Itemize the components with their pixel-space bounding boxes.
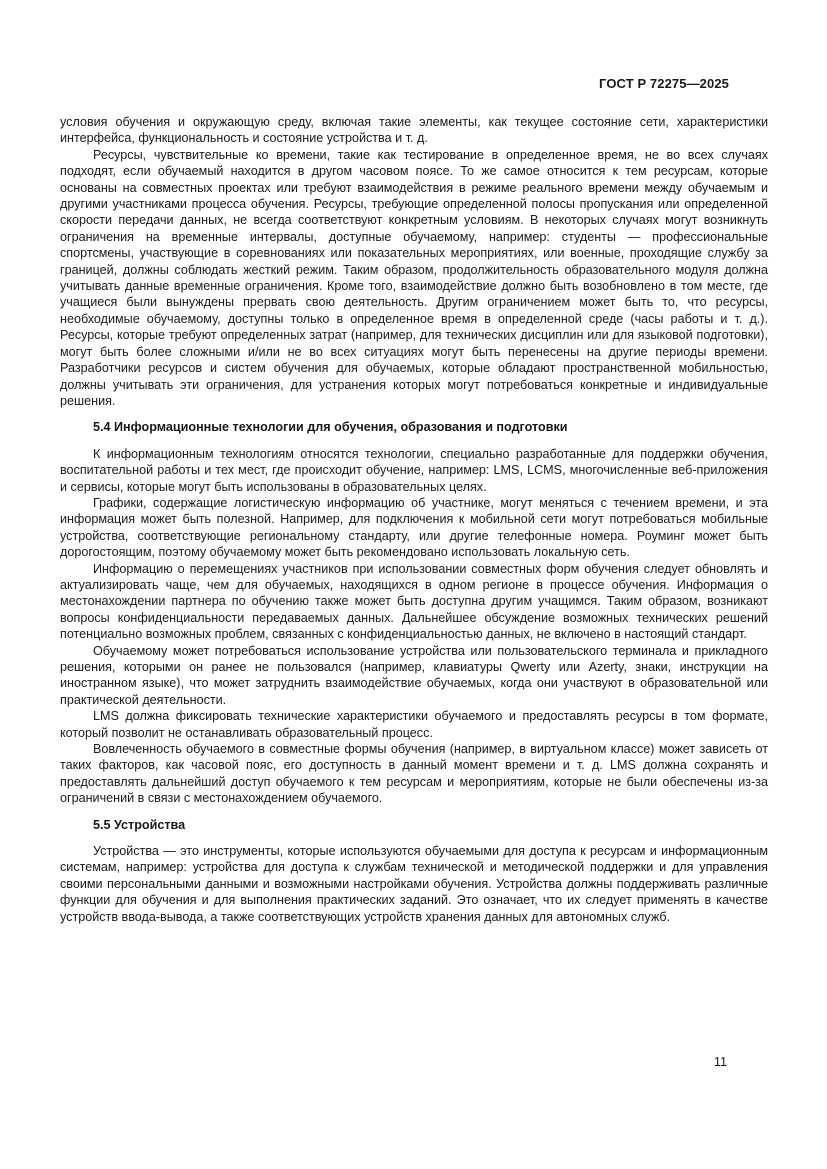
paragraph-5-4-2: Графики, содержащие логистическую информацию об участнике, могут меняться с течением времени, и эта информация может быть полезной. Например, для подключения к мобильной сети могут потребоваться мобильные устройства, соответствующие региональному стандарту, или другие телефонные номера. Роуминг может быть дорогостоящим, поэтому обучаемому может быть рекомендовано использовать локальную сеть. — [60, 495, 768, 560]
section-heading-5-5: 5.5 Устройства — [93, 817, 186, 832]
paragraph-intro-continuation: условия обучения и окружающую среду, включая такие элементы, как текущее состояние сети, характеристики интерфейса, функциональность и состояние устройства и т. д. — [60, 115, 768, 146]
paragraph-5-4-3: Информацию о перемещениях участников при использовании совместных форм обучения следует обновлять и актуализировать чаще, чем для обучаемых, находящихся в одном регионе в процессе обучения. Информация о местонахождении партнера по обучению также может быть доступна другим учащимся. Таким образом, возникают вопросы конфиденциальности передаваемых данных. Дальнейшее обсуждение возможных технических решений потенциально возможных проблем, связанных с конфиденциальностью данных, не включено в настоящий стандарт. — [60, 561, 768, 642]
paragraph-5-4-6: Вовлеченность обучаемого в совместные формы обучения (например, в виртуальном классе) может зависеть от таких факторов, как часовой пояс, его доступность в данный момент времени и т. д. LMS должна сохранять и предоставлять дальнейший доступ обучаемого к тем ресурсам и мероприятиям, которые не были обеспечены из-за ограничений в связи с местонахождением обучаемого. — [60, 742, 768, 806]
document-body — [60, 114, 768, 925]
paragraph-5-5-1: Устройства — это инструменты, которые используются обучаемыми для доступа к ресурсам и информационным системам, например: устройства для доступа к службам технической и методической поддержки и для управления своими персональными данными и возможными настройками обучения. Устройства должны поддерживать различные функции для обучения и для выполнения практических заданий. Это означает, что их следует применять в качестве устройств ввода-вывода, а также соответствующих устройств хранения данных для автономных служб. — [60, 844, 768, 924]
document-header: ГОСТ Р 72275—2025 — [599, 76, 729, 91]
paragraph-5-4-1: К информационным технологиям относятся технологии, специально разработанные для поддержки обучения, воспитательной работы и тех мест, где происходит обучение, например: LMS, LCMS, многочисленные веб-приложения и сервисы, которые могут быть использованы в образовательных целях. — [60, 446, 768, 494]
section-heading-5-4: 5.4 Информационные технологии для обучения, образования и подготовки — [93, 420, 568, 435]
paragraph-time-sensitive-resources: Ресурсы, чувствительные ко времени, такие как тестирование в определенное время, не во всех случаях подходят, если обучаемый находится в другом часовом поясе. То же самое относится к тем ресурсам, которые основаны на совместных проектах или требуют взаимодействия в режиме реального времени между обучаемым и другими участниками процесса обучения. Ресурсы, требующие определенной полосы пропускания или определенной скорости передачи данных, не всегда соответствуют конкретным условиям. В некоторых случаях могут возникнуть ограничения на временные интервалы, доступные обучаемому, например: студенты — профессиональные спортсмены, участвующие в соревнованиях или показательных мероприятиях, или военные, проходящие службу за границей, должны соблюдать жесткий режим. Таким образом, продолжительность образовательного модуля должна учитывать данные временные ограничения. Кроме того, взаимодействие должно быть возобновлено в том месте, где учащиеся были вынуждены прервать свою деятельность. Другим ограничением может быть то, что ресурсы, необходимые обучаемому, доступны только в определенное время в определенной среде (часы работы и т. д.). Ресурсы, которые требуют определенных затрат (например, для технических дисциплин или для языковой подготовки), могут быть более сложными и/или не во всех ситуациях могут быть перенесены на другие периоды времени. Разработчики ресурсов и систем обучения для обучаемых, которые обладают пространственной мобильностью, должны учитывать эти ограничения, для устранения которых могут потребоваться конкретные и индивидуальные решения. — [60, 147, 768, 408]
page-number: 11 — [713, 1055, 727, 1069]
paragraph-5-4-4: Обучаемому может потребоваться использование устройства или пользовательского терминала и прикладного решения, которыми он ранее не пользовался (например, клавиатуры Qwerty или Azerty, знаки, инструкции на иностранном языке), что может затруднить взаимодействие обучаемых, когда они участвуют в образовательной или практической деятельности. — [60, 643, 768, 707]
paragraph-5-4-5: LMS должна фиксировать технические характеристики обучаемого и предоставлять ресурсы в том формате, который позволит не останавливать образовательный процесс. — [60, 709, 768, 740]
